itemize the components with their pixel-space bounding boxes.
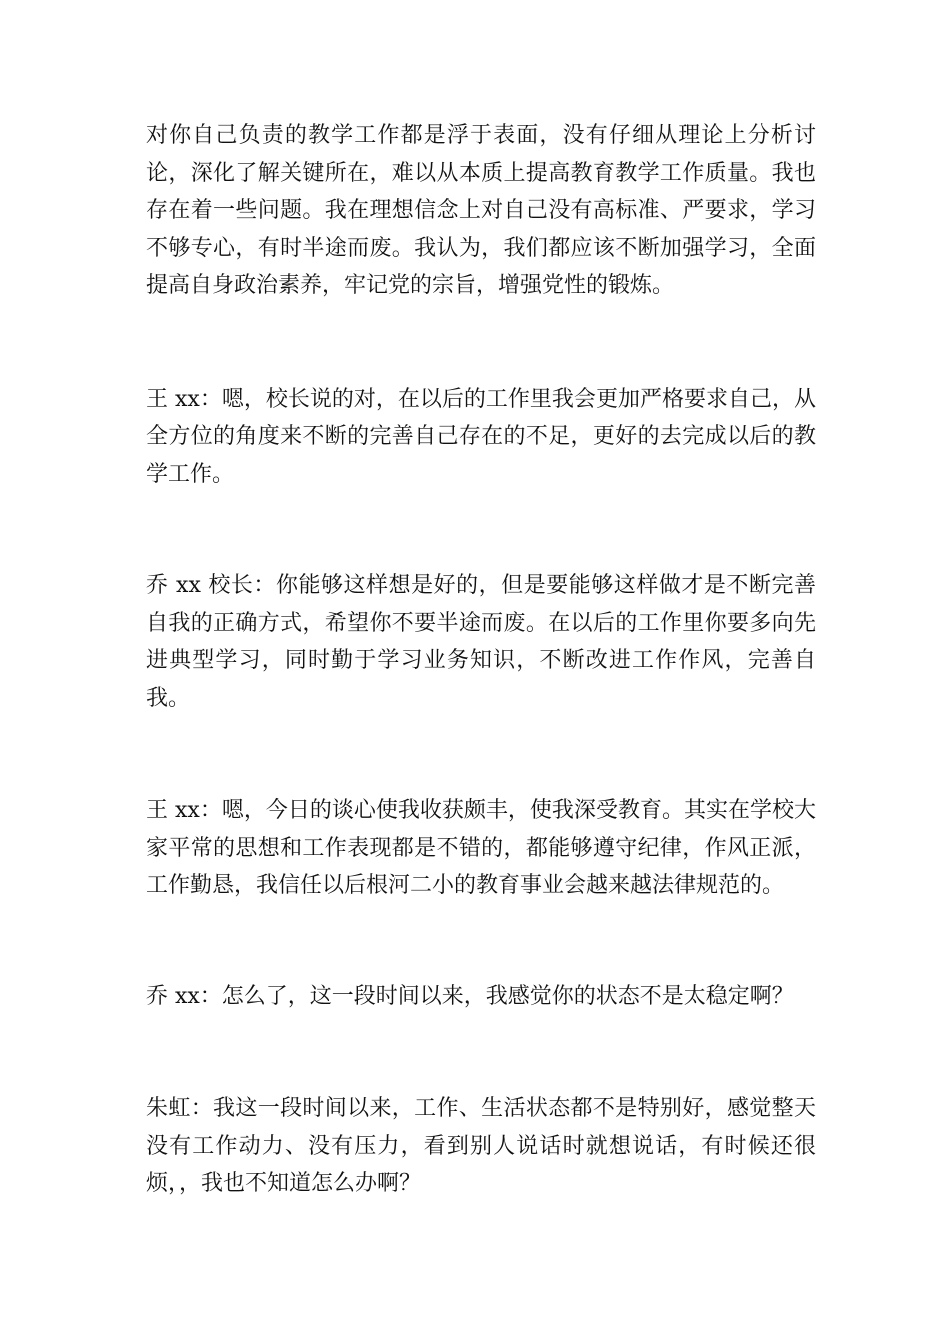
paragraph-3: 乔 xx 校长：你能够这样想是好的，但是要能够这样做才是不断完善自我的正确方式，希望你不要半途而废。在以后的工作里你要多向先进典型学习，同时勤于学习业务知识，不断改进工作作风，完善自我。 xyxy=(146,573,816,711)
paragraph-6: 朱虹：我这一段时间以来，工作、生活状态都不是特别好，感觉整天没有工作动力、没有压力，看到别人说话时就想说话，有时候还很烦，，我也不知道怎么办啊？ xyxy=(146,1096,816,1196)
paragraph-5: 乔 xx：怎么了，这一段时间以来，我感觉你的状态不是太稳定啊？ xyxy=(146,983,794,1009)
paragraph-1: 对你自己负责的教学工作都是浮于表面，没有仔细从理论上分析讨论，深化了解关键所在，难以从本质上提高教育教学工作质量。我也存在着一些问题。我在理想信念上对自己没有高标准、严要求，学习不够专心，有时半途而废。我认为，我们都应该不断加强学习，全面提高自身政治素养，牢记党的宗旨，增强党性的锻炼。 xyxy=(146,123,816,298)
paragraph-2: 王 xx：嗯，校长说的对，在以后的工作里我会更加严格要求自己，从全方位的角度来不断的完善自己存在的不足，更好的去完成以后的教学工作。 xyxy=(146,386,816,487)
document-body xyxy=(146,117,816,1203)
paragraph-4: 王 xx：嗯，今日的谈心使我收获颇丰，使我深受教育。其实在学校大家平常的思想和工作表现都是不错的，都能够遵守纪律，作风正派，工作勤恳，我信任以后根河二小的教育事业会越来越法律规范的。 xyxy=(146,798,816,898)
